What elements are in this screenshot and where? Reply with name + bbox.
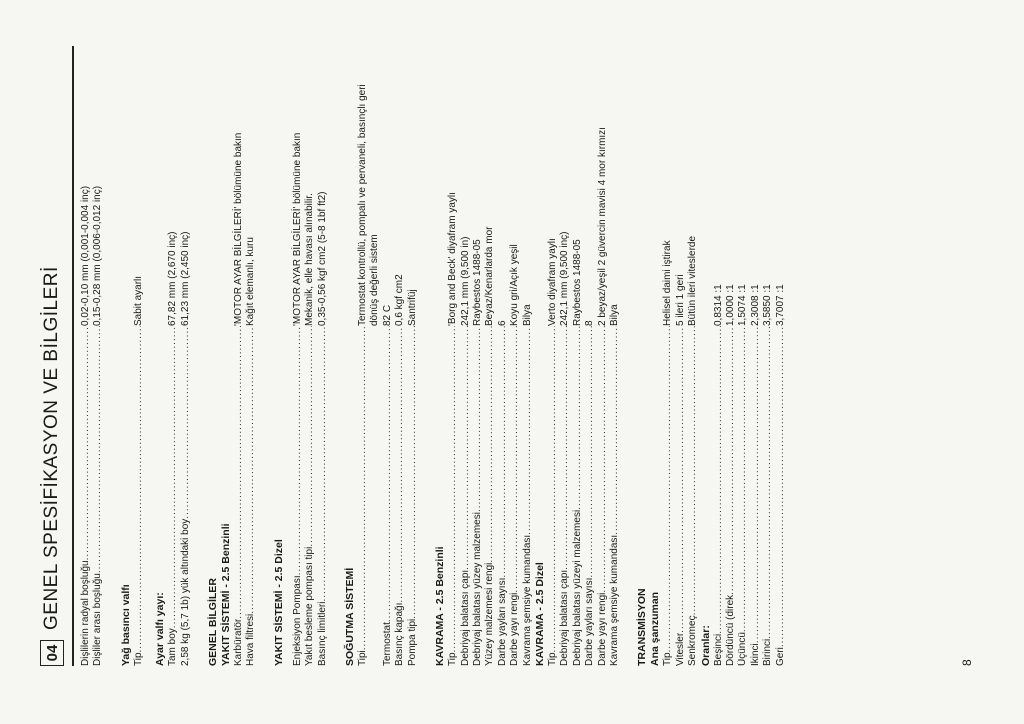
spec-label: Darbe yayları sayısı: [496, 577, 508, 666]
leader-dots: [382, 326, 394, 622]
subsection-heading: KAVRAMA - 2.5 Dizel: [533, 562, 546, 666]
spec-label-cell: [609, 326, 621, 666]
spec-row: [737, 26, 749, 666]
leader-dots: [407, 326, 419, 619]
spec-value: 'Borg and Beck' diyafram yaylı: [447, 192, 459, 326]
spec-label: Debriyaj balatası çapı: [459, 569, 471, 666]
spec-value: 8: [584, 320, 596, 326]
spec-label: Hava filtresi: [245, 613, 257, 666]
spec-value: 1,5074 :1: [737, 284, 749, 326]
spec-row: [559, 26, 571, 666]
spec-label: Tip: [447, 652, 459, 666]
spec-value: 82 C: [381, 304, 393, 326]
spec-value: Raybestos 1488-05: [571, 239, 583, 326]
spec-value: Verto diyafram yaylı: [546, 238, 558, 326]
spacer: [192, 26, 198, 666]
leader-dots: [584, 326, 596, 578]
spec-label-cell: [497, 326, 509, 666]
spacer: [258, 26, 264, 666]
spec-label-cell: [509, 326, 521, 666]
spec-row: [407, 26, 419, 666]
spec-label: Dişliler arası boşluğu: [92, 573, 104, 666]
spec-value: Helisel daimi iştirak: [662, 240, 674, 326]
spec-value: Santrifüj: [406, 289, 418, 326]
spec-row: [762, 26, 774, 666]
spec-label: Kavrama şemsiye kumandası: [608, 534, 620, 666]
spec-label-cell: [472, 326, 484, 666]
leader-dots: [394, 326, 406, 603]
spec-row: [382, 26, 394, 666]
leader-dots: [167, 326, 179, 628]
spec-row: [609, 26, 621, 666]
leader-dots: [472, 326, 484, 512]
spec-row: [497, 26, 509, 666]
spec-value: Bilya: [521, 304, 533, 326]
spec-label: Yakıt besleme pompası tipi: [304, 546, 316, 666]
spec-value: 1,0000 :1: [725, 284, 736, 326]
spec-label-cell: [675, 326, 687, 666]
leader-dots: [233, 326, 245, 619]
spec-value: 5 ileri 1 geri: [674, 274, 686, 326]
spec-row: [245, 26, 257, 666]
spec-value-continuation: dönüş değerli sistem: [369, 234, 381, 326]
spec-value: 0,15-0,28 mm (0,006-0,012 inç): [92, 185, 104, 326]
spec-label: Basınç limitleri: [316, 601, 328, 666]
spec-row: [687, 26, 699, 666]
spec-label: Dişlilerin radyal boşluğu: [80, 560, 91, 666]
spec-value: 67,82 mm (2,670 inç): [167, 231, 179, 326]
spec-row: [572, 26, 584, 666]
spec-row: [713, 26, 725, 666]
spec-value: Mekanik, elle havası alınabilir.: [304, 193, 316, 326]
spec-content: [80, 26, 787, 666]
spec-row: [180, 26, 192, 666]
spec-label: Darbe yayları sayısı: [584, 577, 596, 666]
spec-label-cell: [407, 326, 419, 666]
spec-label: Darbe yayı rengi: [509, 592, 521, 666]
spec-label: Debriyaj balatası yüzey malzemesi: [471, 512, 483, 666]
spec-label-cell: [357, 326, 369, 666]
spec-value: 'MOTOR AYAR BİLGİLERİ' bölümüne bakın: [233, 132, 245, 326]
leader-dots: [775, 326, 787, 647]
spec-row: [484, 26, 496, 666]
header-rule: [72, 46, 74, 666]
spec-value: 2 beyaz/yeşil 2 güvercin mavisi 4 mor kırmızı: [596, 127, 608, 326]
spec-label-cell: [484, 326, 496, 666]
spec-row: [472, 26, 484, 666]
spec-label-cell: [572, 326, 584, 666]
spec-label: Tip: [662, 652, 674, 666]
spec-label-cell: [167, 326, 179, 666]
leader-dots: [245, 326, 257, 614]
spec-row: [317, 26, 329, 666]
spec-label-cell: [80, 326, 92, 666]
section-heading: TRANSMİSYON: [636, 588, 649, 666]
spec-label-cell: [233, 326, 245, 666]
spec-row: [233, 26, 245, 666]
spec-label: Termostat: [381, 622, 393, 666]
section-heading: Yağ basıncı valfı: [119, 584, 132, 666]
spec-label: Kavrama şemsiye kumandası: [521, 534, 533, 666]
page-title: GENEL SPESİFİKASYON VE BİLGİLERİ: [41, 266, 62, 630]
spec-value: Termostat kontrollü, pompalı ve pervaneli, basınçlı geri: [357, 84, 369, 326]
spec-label: Tip: [546, 652, 558, 666]
spec-label-cell: [584, 326, 596, 666]
spec-label: Yüzey malzemesi rengi: [484, 562, 496, 666]
leader-dots: [572, 326, 584, 510]
spec-value: 0,35-0,56 kgf cm2 (5-8 1bf ft2): [316, 191, 328, 326]
leader-dots: [317, 326, 329, 602]
leader-dots: [497, 326, 509, 578]
spec-label: Tipi: [357, 650, 369, 666]
spec-value: 6: [496, 320, 508, 326]
spec-label-cell: [559, 326, 571, 666]
spec-value: Sabit ayarlı: [132, 275, 144, 326]
section-heading: Ayar valfı yayı:: [154, 592, 167, 666]
section-heading: YAKIT SİSTEMİ - 2.5 Dizel: [272, 539, 285, 666]
spec-label: Debriyaj balatası çapı: [559, 569, 571, 666]
spec-row: [357, 26, 369, 666]
spec-label: Birinci: [762, 638, 774, 666]
spec-label: Geri: [774, 647, 786, 666]
spec-value: 3,5850 :1: [762, 284, 774, 326]
spec-label: Beşinci: [712, 633, 724, 666]
leader-dots: [762, 326, 774, 639]
spacer: [621, 26, 627, 666]
spec-label: Üçüncü: [737, 632, 749, 666]
spec-row: [725, 26, 737, 666]
spec-label-cell: [737, 326, 749, 666]
spec-value: 0,6 kgf cm2: [394, 274, 406, 326]
spec-label-cell: [317, 326, 329, 666]
spec-row: [292, 26, 304, 666]
spec-label-cell: [775, 326, 787, 666]
spec-label-cell: [597, 326, 609, 666]
leader-dots: [304, 326, 316, 547]
spec-label: 2,58 kg (5,7 1b) yük altındaki boy: [179, 518, 191, 666]
spec-label: Tip: [132, 652, 144, 666]
spec-row: [750, 26, 762, 666]
spec-row: [522, 26, 534, 666]
leader-dots: [80, 326, 92, 560]
spec-value: 0,02-0,10 mm (0,001-0,004 inç): [80, 185, 91, 326]
leader-dots: [725, 326, 737, 595]
spec-value: Bütün ileri viteslerde: [687, 235, 699, 326]
spec-row: [662, 26, 674, 666]
spec-label: Pompa tipi: [406, 618, 418, 666]
spec-row: [675, 26, 687, 666]
spec-label: Tam boy: [167, 628, 179, 666]
spec-row: [394, 26, 406, 666]
leader-dots: [547, 326, 559, 652]
spec-label-cell: [180, 326, 192, 666]
spec-row: [509, 26, 521, 666]
spec-label-cell: [750, 326, 762, 666]
page-header: [40, 46, 68, 666]
spec-label-cell: [662, 326, 674, 666]
leader-dots: [447, 326, 459, 652]
spec-label-cell: [725, 326, 737, 666]
leader-dots: [460, 326, 472, 570]
spec-label: Debriyaj balatası yüzeyi malzemesi: [571, 509, 583, 666]
spec-row: [92, 26, 104, 666]
leader-dots: [357, 326, 369, 650]
spec-value: Bilya: [608, 304, 620, 326]
spec-label: Darbe yayı rengi: [596, 592, 608, 666]
spec-row: [547, 26, 559, 666]
spec-value: 61,23 mm (2,450 inç): [179, 231, 191, 326]
spacer: [105, 26, 111, 666]
spec-row: [80, 26, 92, 666]
spec-value: 0,8314 :1: [712, 284, 724, 326]
spacer: [329, 26, 335, 666]
spec-row: [584, 26, 596, 666]
subsection-heading: YAKIT SİSTEMİ - 2.5 Benzinli: [220, 523, 233, 666]
spec-label-cell: [460, 326, 472, 666]
leader-dots: [597, 326, 609, 593]
spec-label-cell: [394, 326, 406, 666]
spec-row: [304, 26, 316, 666]
subsection-heading: Oranlar:: [699, 625, 712, 666]
spec-row: [133, 26, 145, 666]
spec-label-cell: [522, 326, 534, 666]
leader-dots: [292, 326, 304, 575]
leader-dots: [750, 326, 762, 643]
spec-row: [597, 26, 609, 666]
leader-dots: [180, 326, 192, 519]
spec-label: Dördüncü (direk: [725, 594, 736, 666]
spec-label-cell: [547, 326, 559, 666]
spec-row: [167, 26, 179, 666]
section-heading: SOĞUTMA SİSTEMİ: [344, 567, 357, 666]
spec-value: Koyu gri/Açık yeşil: [509, 244, 521, 326]
spec-value: 242,1 mm (9,500 in): [459, 236, 471, 326]
chapter-number-badge: 04: [40, 640, 64, 666]
spec-value: Kağıt elemanlı, kuru: [245, 237, 257, 326]
page-number: 8: [960, 659, 974, 666]
spec-label-cell: [245, 326, 257, 666]
spec-label-cell: [713, 326, 725, 666]
leader-dots: [675, 326, 687, 633]
spec-label-cell: [133, 326, 145, 666]
spec-value: Raybestos 1488-05: [471, 239, 483, 326]
spec-value: 2,3008 :1: [749, 284, 761, 326]
spec-row: [447, 26, 459, 666]
spacer: [419, 26, 425, 666]
spec-label: Enjeksiyon Pompası: [291, 575, 303, 666]
leader-dots: [609, 326, 621, 535]
leader-dots: [509, 326, 521, 593]
spec-row: [775, 26, 787, 666]
spec-label: İkinci: [749, 643, 761, 666]
spec-label-cell: [292, 326, 304, 666]
leader-dots: [133, 326, 145, 652]
section-heading: GENEL BİLGİLER: [207, 578, 220, 666]
spec-label: Basınç kapağı: [394, 602, 406, 666]
spec-value: 3,7007 :1: [774, 284, 786, 326]
leader-dots: [713, 326, 725, 634]
spec-value: Beyaz/Kenarlarda mor: [484, 226, 496, 326]
section-heading: KAVRAMA - 2.5 Benzinli: [434, 546, 447, 666]
spec-label-cell: [687, 326, 699, 666]
spec-value: 'MOTOR AYAR BİLGİLERİ' bölümüne bakın: [291, 132, 303, 326]
spec-label-cell: [304, 326, 316, 666]
spec-value: 242,1 mm (9,500 inç): [559, 231, 571, 326]
leader-dots: [662, 326, 674, 652]
leader-dots: [559, 326, 571, 570]
leader-dots: [484, 326, 496, 563]
spec-label: Vitesler: [674, 632, 686, 666]
spec-label: Senkromeç: [687, 615, 699, 666]
spec-label-cell: [447, 326, 459, 666]
leader-dots: [687, 326, 699, 615]
leader-dots: [92, 326, 104, 573]
leader-dots: [522, 326, 534, 535]
spec-row: [460, 26, 472, 666]
spec-label-cell: [92, 326, 104, 666]
leader-dots: [737, 326, 749, 632]
subsection-heading: Ana şanzuman: [649, 591, 662, 666]
spec-label-cell: [762, 326, 774, 666]
spec-label: Karbüratör: [233, 618, 245, 666]
spec-label-cell: [382, 326, 394, 666]
